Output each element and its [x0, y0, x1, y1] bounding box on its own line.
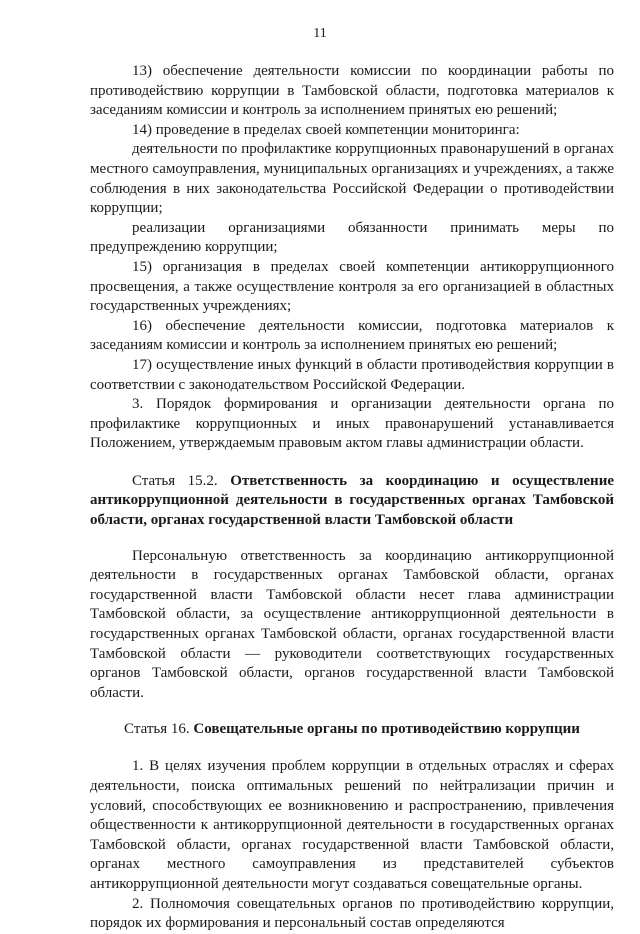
article-16-paragraph-1: 1. В целях изучения проблем коррупции в отдельных отраслях и сферах деятельности, поиска оптимальных решений по нейтрализации причин и условий, способствующих ее возникновению и распространению, привлечения общественности к антикоррупционной деятельности в государственных органах Тамбовской области, органах государственной власти Тамбовской области, органах местного самоуправления из представителей субъектов антикоррупционной деятельности могут создаваться совещательные органы.: [90, 758, 614, 892]
list-item: 15) организация в пределах своей компетенции антикоррупционного просвещения, а также осуществление контроля за его организацией в областных государственных учреждениях;: [90, 258, 614, 315]
article-16-paragraph-2: 2. Полномочия совещательных органов по противодействию коррупции, порядок их формирования и персональный состав определяются: [90, 895, 614, 932]
list-items-block: [90, 62, 614, 454]
article-16-label: Статья 16.: [124, 721, 190, 738]
article-16-title: Совещательные органы по противодействию коррупции: [193, 721, 580, 738]
article-15-2-label: Статья 15.2.: [132, 472, 218, 489]
list-item: деятельности по профилактике коррупционных правонарушений в органах местного самоуправления, муниципальных организациях и учреждениях, а также соблюдения в них законодательства Российской Федерации о противодействии коррупции;: [90, 141, 614, 217]
list-item: реализации организациями обязанности принимать меры по предупреждению коррупции;: [90, 219, 614, 256]
article-15-2-heading: [90, 472, 614, 531]
article-15-2-paragraph: Персональную ответственность за координацию антикоррупционной деятельности в государственных органах Тамбовской области, органах государственной власти Тамбовской области несет глава администрации Тамбовской области, за осуществление антикоррупционной деятельности в государственных органах Тамбовской области, органах государственной власти Тамбовской области — руководители соответствующих государственных органов Тамбовской области, органов государственной власти Тамбовской области.: [90, 547, 614, 701]
list-item: 3. Порядок формирования и организации деятельности органа по профилактике коррупционных и иных правонарушений устанавливается Положением, утверждаемым правовым актом главы администрации области.: [90, 396, 614, 452]
article-16-heading: [90, 719, 614, 739]
list-item: 16) обеспечение деятельности комиссии, подготовка материалов к заседаниям комиссии и контроль за исполнением принятых ею решений;: [90, 317, 614, 354]
document-body: [90, 62, 614, 934]
page-number: 11: [313, 26, 327, 41]
list-item: 17) осуществление иных функций в области противодействия коррупции в соответствии с законодательством Российской Федерации.: [90, 356, 614, 393]
list-item: 14) проведение в пределах своей компетенции мониторинга:: [132, 121, 520, 138]
list-item: 13) обеспечение деятельности комиссии по координации работы по противодействию коррупции в Тамбовской области, подготовка материалов к заседаниям комиссии и контроль за исполнением принятых ею решений;: [90, 63, 614, 119]
article-15-2-title: Ответственность за координацию и осуществление антикоррупционной деятельности в государственных органах Тамбовской области, органах государственной власти Тамбовской области: [90, 472, 615, 529]
